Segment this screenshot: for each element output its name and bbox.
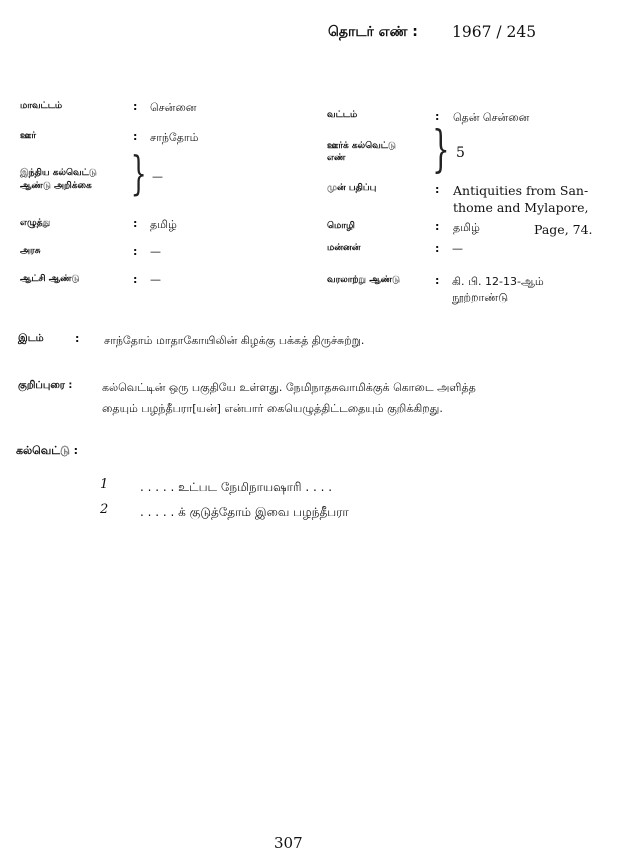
language-label: மொழி — [327, 221, 355, 231]
script-sep: : — [133, 217, 138, 230]
village-value: சாந்தோம் — [150, 131, 199, 144]
location-sep: : — [75, 332, 80, 345]
prev-pub-value-line1: Antiquities from San- — [453, 183, 589, 198]
king-sep: : — [133, 245, 138, 258]
district-value: சென்னை — [150, 101, 197, 114]
district-sep: : — [133, 100, 138, 113]
village-label: ஊர் — [20, 131, 37, 141]
prev-pub-sep: : — [435, 183, 440, 196]
village-insc-no-label-line2: எண் — [327, 153, 346, 163]
hist-year-value-line2: நூற்றாண்டு — [452, 291, 509, 304]
ruler-value: — — [452, 242, 463, 255]
taluk-sep: : — [435, 110, 440, 123]
king-label: அரசு — [20, 246, 41, 256]
hist-year-label: வரலாற்று ஆண்டு — [327, 275, 401, 285]
language-page-ref: Page, 74. — [534, 222, 593, 237]
serial-number-value: 1967 / 245 — [452, 23, 537, 41]
serial-number-label: தொடர் எண் : — [328, 24, 418, 40]
language-value: தமிழ் — [453, 221, 480, 234]
script-label: எழுத்து — [20, 218, 51, 228]
notes-line1: கல்வெட்டின் ஒரு பகுதியே உள்ளது. நேமிநாதசுவாமிக்குக் கொடை அளித்த — [102, 381, 476, 394]
hist-year-value-line1: கி. பி. 12-13-ஆம் — [452, 275, 544, 288]
village-insc-no-value: 5 — [456, 145, 465, 161]
king-value: — — [150, 245, 161, 258]
ruler-sep: : — [435, 242, 440, 255]
regnal-year-label: ஆட்சி ஆண்டு — [20, 274, 80, 284]
regnal-year-value: — — [150, 273, 161, 286]
location-value: சாந்தோம் மாதாகோயிலின் கிழக்கு பக்கத் திருச்சுற்று. — [104, 334, 365, 347]
prev-pub-label: முன் பதிப்பு — [327, 183, 377, 193]
taluk-label: வட்டம் — [327, 110, 358, 120]
district-label: மாவட்டம் — [20, 101, 63, 111]
arch-report-value: — — [152, 170, 163, 183]
language-sep: : — [435, 220, 440, 233]
taluk-value: தென் சென்னை — [453, 111, 530, 124]
inscription-line-text: . . . . . க் குடுத்தோம் இவை பழந்தீபரா — [140, 505, 349, 519]
notes-label: குறிப்புரை : — [18, 380, 73, 391]
village-insc-no-label-line1: ஊர்க் கல்வெட்டு — [327, 141, 396, 151]
notes-line2: தையும் பழந்தீபரா[யன்] என்பார் கையெழுத்திட்டதையும் குறிக்கிறது. — [102, 402, 443, 415]
hist-year-sep: : — [435, 274, 440, 287]
arch-report-brace: } — [130, 146, 147, 200]
page-number: 307 — [274, 834, 303, 852]
location-label: இடம் — [18, 333, 44, 344]
inscription-line-text: . . . . . உட்பட நேமிநாயஷாரி . . . . — [140, 480, 333, 494]
inscription-line-number: 1 — [100, 477, 109, 492]
village-insc-no-brace: } — [432, 120, 450, 178]
arch-report-label-line2: ஆண்டு அறிக்கை — [20, 181, 92, 191]
inscription-line-number: 2 — [100, 502, 109, 517]
village-sep: : — [133, 130, 138, 143]
prev-pub-value-line2: thome and Mylapore, — [453, 200, 589, 215]
script-value: தமிழ் — [150, 218, 177, 231]
inscription-heading: கல்வெட்டு : — [16, 444, 79, 457]
arch-report-label-line1: இந்திய கல்வெட்டு — [20, 168, 97, 178]
ruler-label: மன்னன் — [327, 243, 361, 253]
regnal-year-sep: : — [133, 273, 138, 286]
